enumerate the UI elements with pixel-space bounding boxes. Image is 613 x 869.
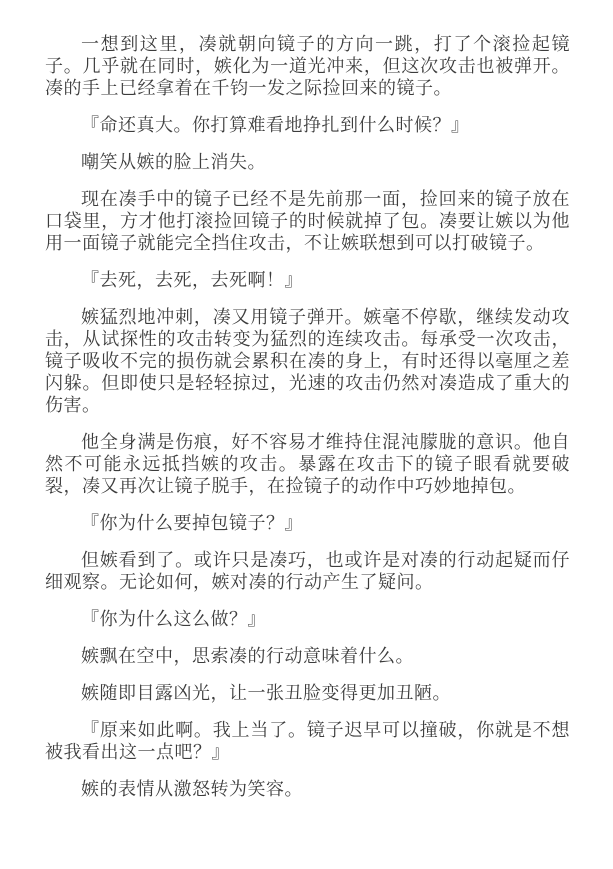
dialogue-paragraph: 『命还真大。你打算难看地挣扎到什么时候？』 xyxy=(81,115,470,135)
paragraph: 嫉的表情从激怒转为笑容。 xyxy=(81,779,303,799)
paragraph: 嫉随即目露凶光，让一张丑脸变得更加丑陋。 xyxy=(81,683,451,703)
paragraph: 嘲笑从嫉的脸上消失。 xyxy=(81,152,266,172)
paragraph: 他全身满是伤痕，好不容易才维持住混沌朦胧的意识。他自然不可能永远抵挡嫉的攻击。暴露在攻击下的镜子眼看就要破裂，凑又再次让镜子脱手，在捡镜子的动作中巧妙地掉包。 xyxy=(45,432,570,496)
dialogue-paragraph: 『原来如此啊。我上当了。镜子迟早可以撞破，你就是不想被我看出这一点吧？』 xyxy=(45,720,570,762)
paragraph: 嫉飘在空中，思索凑的行动意味着什么。 xyxy=(81,646,414,666)
paragraph: 嫉猛烈地冲刺，凑又用镜子弹开。嫉毫不停歇，继续发动攻击，从试探性的攻击转变为猛烈的连续攻击。每承受一次攻击，镜子吸收不完的损伤就会累积在凑的身上，有时还得以毫厘之差闪躲。但即使只是轻轻掠过，光速的攻击仍然对凑造成了重大的伤害。 xyxy=(45,307,570,415)
dialogue-paragraph: 『你为什么这么做？』 xyxy=(81,609,266,629)
paragraph: 一想到这里，凑就朝向镜子的方向一跳，打了个滚捡起镜子。几乎就在同时，嫉化为一道光冲来，但这次攻击也被弹开。凑的手上已经拿着在千钧一发之际捡回来的镜子。 xyxy=(45,34,570,98)
dialogue-paragraph: 『去死，去死，去死啊！』 xyxy=(81,270,303,290)
paragraph: 但嫉看到了。或许只是凑巧，也或许是对凑的行动起疑而仔细观察。无论如何，嫉对凑的行动产生了疑问。 xyxy=(45,550,570,592)
paragraph: 现在凑手中的镜子已经不是先前那一面，捡回来的镜子放在口袋里，方才他打滚捡回镜子的时候就掉了包。凑要让嫉以为他用一面镜子就能完全挡住攻击，不让嫉联想到可以打破镜子。 xyxy=(45,189,570,253)
dialogue-paragraph: 『你为什么要掉包镜子？』 xyxy=(81,513,303,533)
